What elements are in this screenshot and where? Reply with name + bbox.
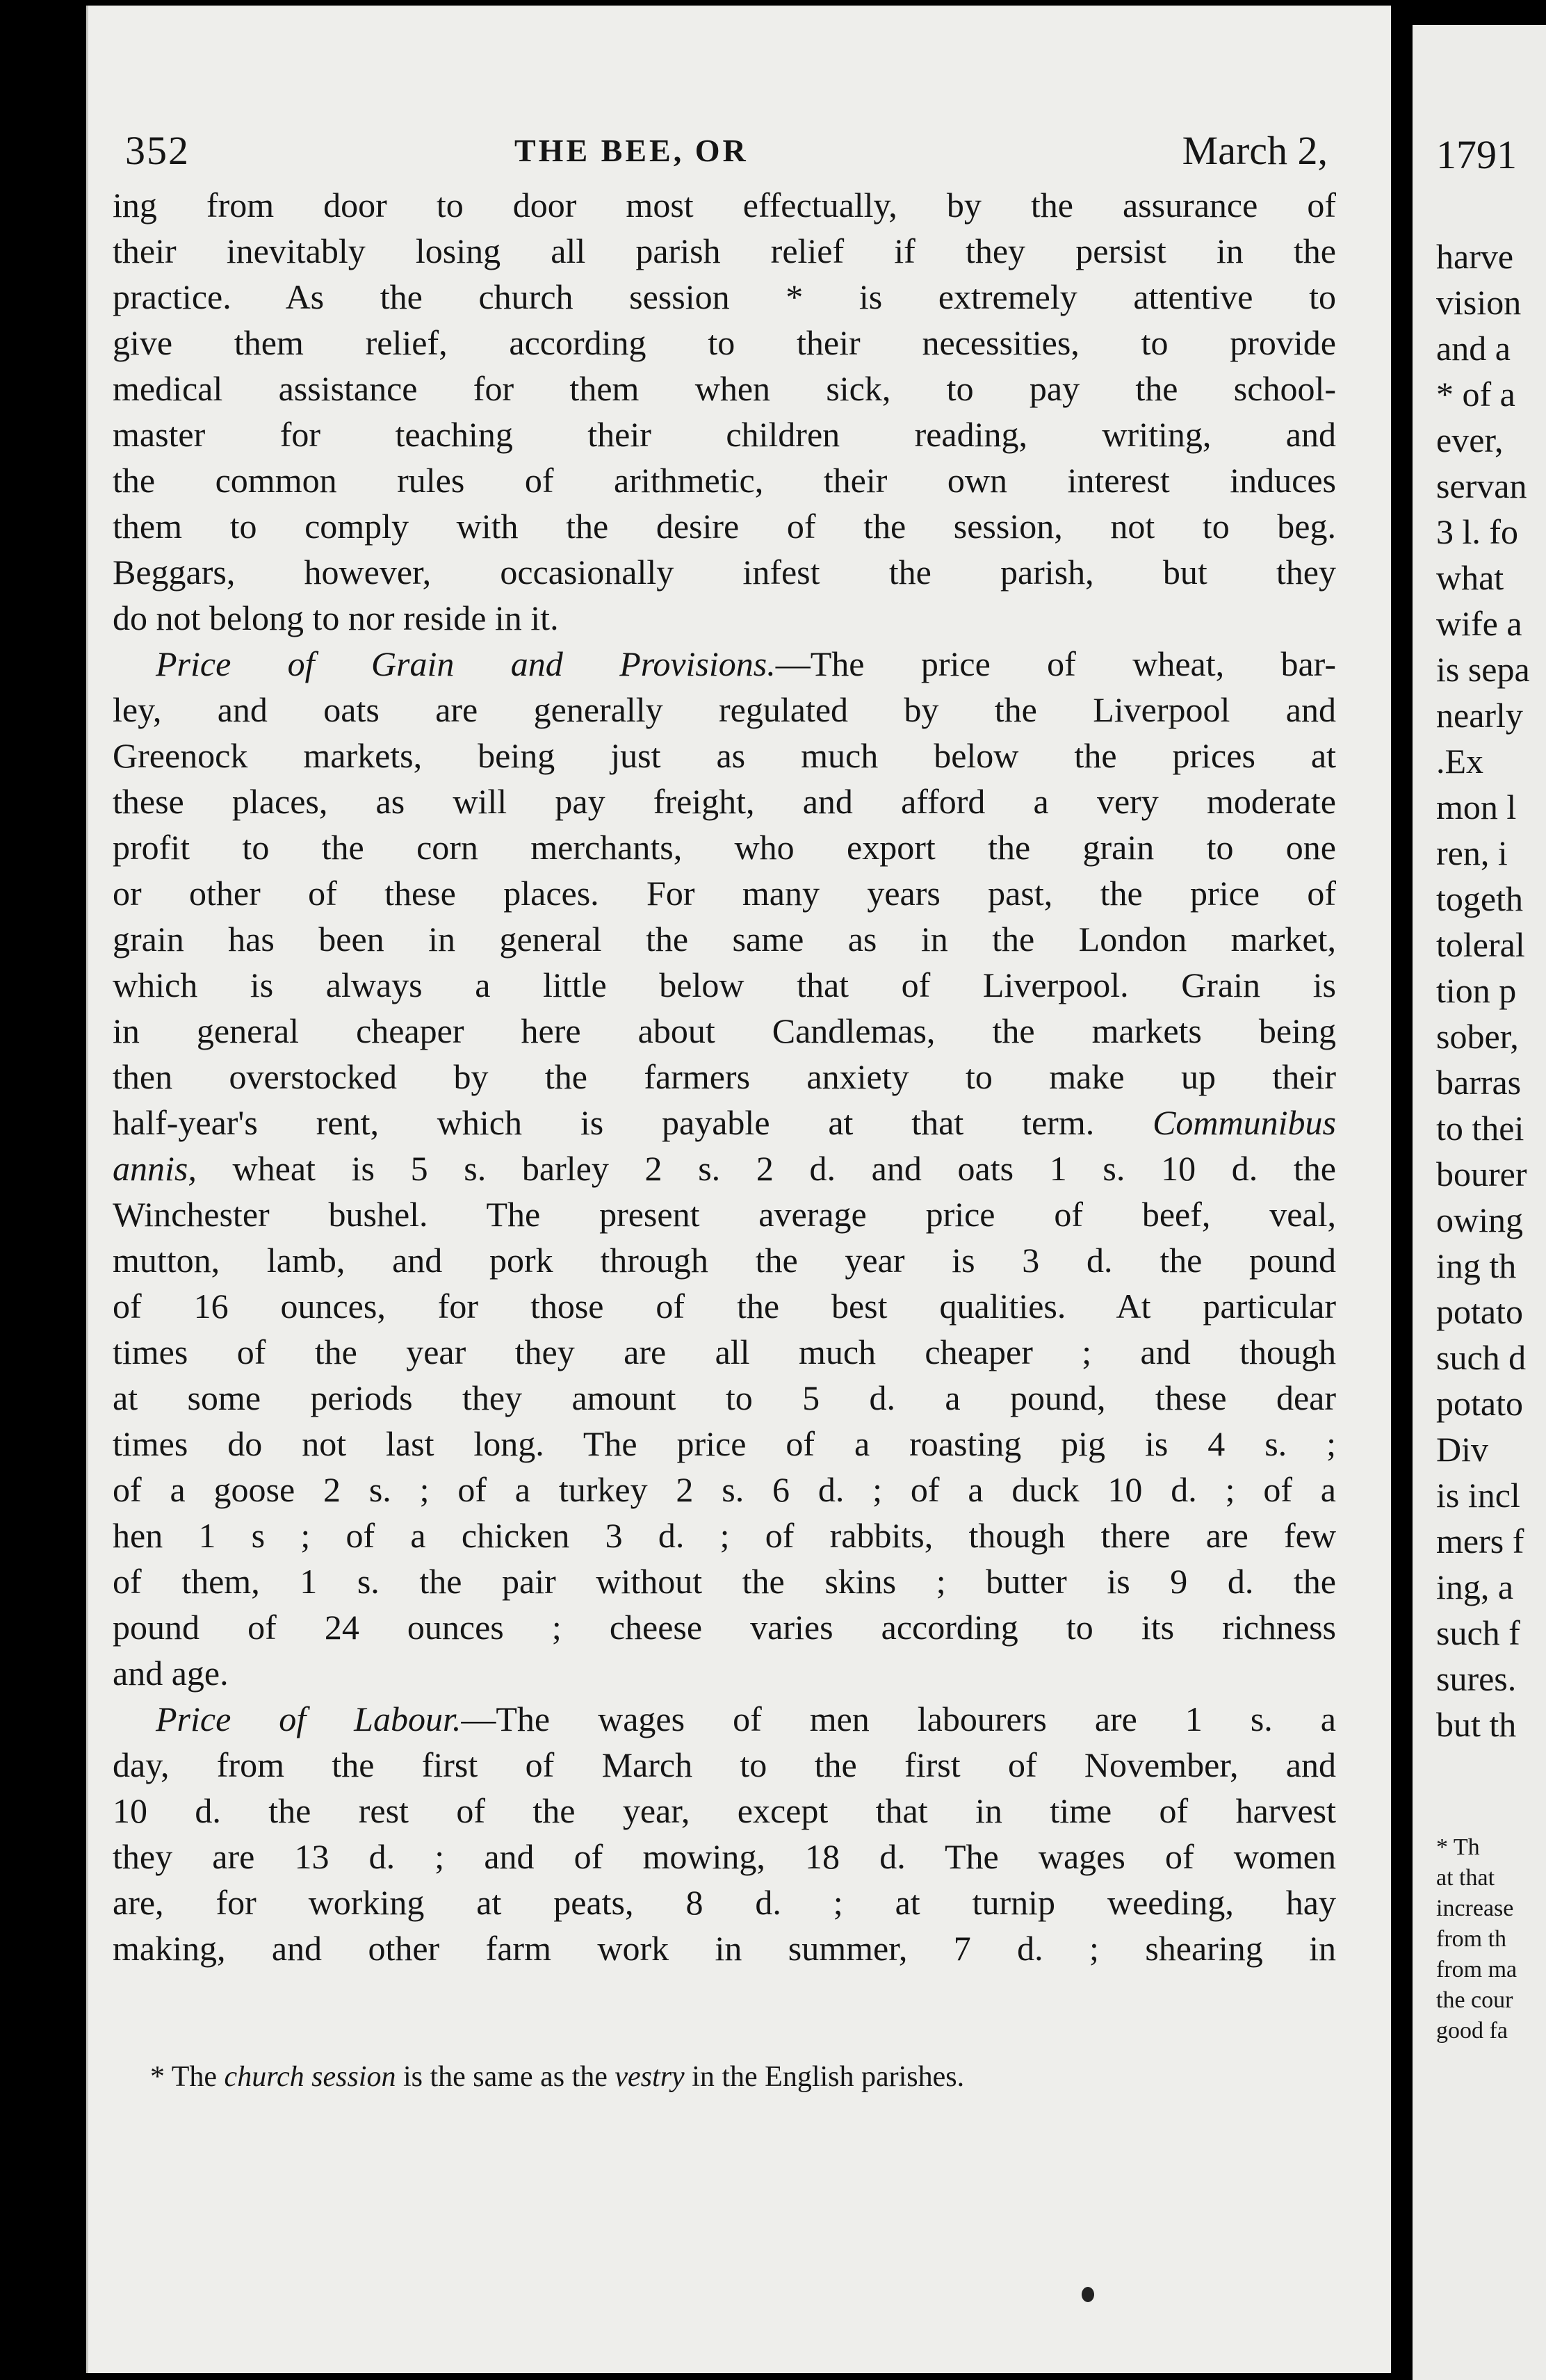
facing-page-line: ing, a [1436,1567,1514,1606]
text-line: profit to the corn merchants, who export the grain to one [113,828,1336,867]
facing-page-line: mers f [1436,1522,1524,1560]
facing-page-line: potato [1436,1292,1523,1331]
facing-page-line: ing th [1436,1246,1517,1285]
latin-term: annis, [113,1149,197,1188]
text-line: do not belong to nor reside in it. [113,598,559,637]
facing-page-line: ever, [1436,421,1504,459]
facing-page-year: 1791 [1436,132,1517,177]
facing-page-line: sober, [1436,1017,1519,1056]
page-number: 352 [125,128,190,173]
text-line: Beggars, however, occasionally infest the parish, but they [113,553,1336,592]
text-line: times do not last long. The price of a roasting pig is 4 s. ; [113,1424,1336,1463]
facing-page-footnote-line: increase [1436,1896,1514,1921]
text-fragment: is the same as the [396,2061,615,2093]
footnote-term: church session [224,2061,396,2093]
facing-page-footnotes [1436,1832,1517,2046]
grain-paragraph-start [113,641,1336,687]
facing-page-line: Div [1436,1430,1488,1469]
labour-heading: Price of Labour. [156,1700,462,1738]
text-line: hen 1 s ; of a chicken 3 d. ; of rabbits, though there are few [113,1516,1336,1555]
facing-page-line: 3 l. fo [1436,512,1519,551]
facing-page-lines [1436,234,1530,1747]
text-line: are, for working at peats, 8 d. ; at turnip weeding, hay [113,1883,1336,1922]
facing-page-line: * of a [1436,375,1515,414]
text-line: practice. As the church session * is extremely attentive to [113,277,1336,316]
text-line: pound of 24 ounces ; cheese varies according to its richness [113,1608,1336,1647]
text-line: master for teaching their children reading, writing, and [113,415,1336,454]
text-fragment: —The price of wheat, bar- [775,644,1336,683]
text-line: or other of these places. For many years past, the price of [113,874,1336,913]
facing-page-line: such d [1436,1338,1527,1377]
text-fragment: in the English parishes. [684,2061,965,2093]
facing-page-line: and a [1436,329,1511,368]
facing-page [1413,25,1546,2380]
facing-page-line: toleral [1436,925,1525,964]
running-title: THE BEE, OR [514,133,749,168]
latin-term: Communibus [1153,1103,1336,1142]
text-line: then overstocked by the farmers anxiety to make up their [113,1057,1336,1096]
facing-page-line: sures. [1436,1659,1517,1698]
text-line: the common rules of arithmetic, their own interest induces [113,461,1336,500]
facing-page-footnote-line: from ma [1436,1957,1517,1982]
text-line: which is always a little below that of Liverpool. Grain is [113,965,1336,1004]
facing-page-line: to thei [1436,1109,1524,1148]
facing-page-line: ren, i [1436,833,1508,872]
text-line: of 16 ounces, for those of the best qualities. At particular [113,1287,1336,1326]
text-line: and age. [113,1654,229,1693]
text-line: times of the year they are all much cheaper ; and though [113,1332,1336,1371]
text-line: 10 d. the rest of the year, except that in time of harvest [113,1791,1336,1830]
facing-page-line: owing [1436,1200,1523,1239]
facing-page-footnote-line: good fa [1436,2018,1508,2044]
facing-page-line: nearly [1436,696,1523,735]
text-line: them to comply with the desire of the session, not to beg. [113,507,1336,546]
text-line: ley, and oats are generally regulated by the Liverpool and [113,690,1336,729]
labour-paragraph-start [113,1696,1336,1742]
facing-page-line: harve [1436,237,1514,276]
text-line: they are 13 d. ; and of mowing, 18 d. The wages of women [113,1837,1336,1876]
facing-page-line: but th [1436,1705,1517,1744]
text-line: Winchester bushel. The present average price of beef, veal, [113,1195,1336,1234]
text-line [113,1100,1336,1146]
text-fragment: * The [150,2061,225,2093]
facing-page-line: potato [1436,1384,1523,1423]
facing-page-line: barras [1436,1063,1522,1102]
page-header [125,125,1328,177]
facing-page-line: bourer [1436,1155,1527,1193]
body-text [113,182,1336,1971]
facing-page-footnote-line: at that [1436,1865,1495,1891]
text-line: their inevitably losing all parish relief if they persist in the [113,231,1336,270]
text-line: ing from door to door most effectually, by the assurance of [113,186,1336,225]
facing-page-line: togeth [1436,879,1523,918]
text-line: at some periods they amount to 5 d. a pound, these dear [113,1378,1336,1417]
text-fragment: —The wages of men labourers are 1 s. a [461,1700,1336,1738]
facing-page-line: .Ex [1436,742,1484,781]
text-line: day, from the first of March to the first of November, and [113,1745,1336,1784]
facing-page-footnote-line: from th [1436,1926,1507,1952]
facing-page-line: tion p [1436,971,1517,1010]
facing-page-line: is incl [1436,1476,1520,1515]
running-date: March 2, [1182,128,1328,173]
facing-page-line: wife a [1436,604,1522,643]
ink-dot [1082,2287,1094,2302]
facing-page-footnote-line: * Th [1436,1834,1480,1860]
text-line: Greenock markets, being just as much below the prices at [113,736,1336,775]
facing-page-line: such f [1436,1613,1520,1652]
text-line: of a goose 2 s. ; of a turkey 2 s. 6 d. ; of a duck 10 d. ; of a [113,1470,1336,1509]
text-fragment: half-year's rent, which is payable at that term. [113,1103,1153,1142]
text-line: give them relief, according to their necessities, to provide [113,323,1336,362]
text-line: grain has been in general the same as in the London market, [113,920,1336,959]
facing-page-line: mon l [1436,788,1517,826]
text-line: in general cheaper here about Candlemas, the markets being [113,1011,1336,1050]
footnote [150,2057,1332,2096]
facing-page-line: servan [1436,466,1527,505]
text-line: of them, 1 s. the pair without the skins ; butter is 9 d. the [113,1562,1336,1601]
grain-heading: Price of Grain and Provisions. [156,644,776,683]
footnote-term: vestry [615,2061,685,2093]
text-line: mutton, lamb, and pork through the year is 3 d. the pound [113,1241,1336,1280]
facing-page-line: is sepa [1436,650,1530,689]
facing-page-line: what [1436,558,1504,597]
text-line [113,1146,1336,1191]
text-line: these places, as will pay freight, and afford a very moderate [113,782,1336,821]
facing-page-footnote-line: the cour [1436,1987,1513,2013]
text-line: medical assistance for them when sick, to pay the school- [113,369,1336,408]
text-line: making, and other farm work in summer, 7 d. ; shearing in [113,1929,1336,1968]
text-fragment: wheat is 5 s. barley 2 s. 2 d. and oats 1 s. 10 d. the [196,1149,1336,1188]
facing-page-line: vision [1436,283,1522,322]
